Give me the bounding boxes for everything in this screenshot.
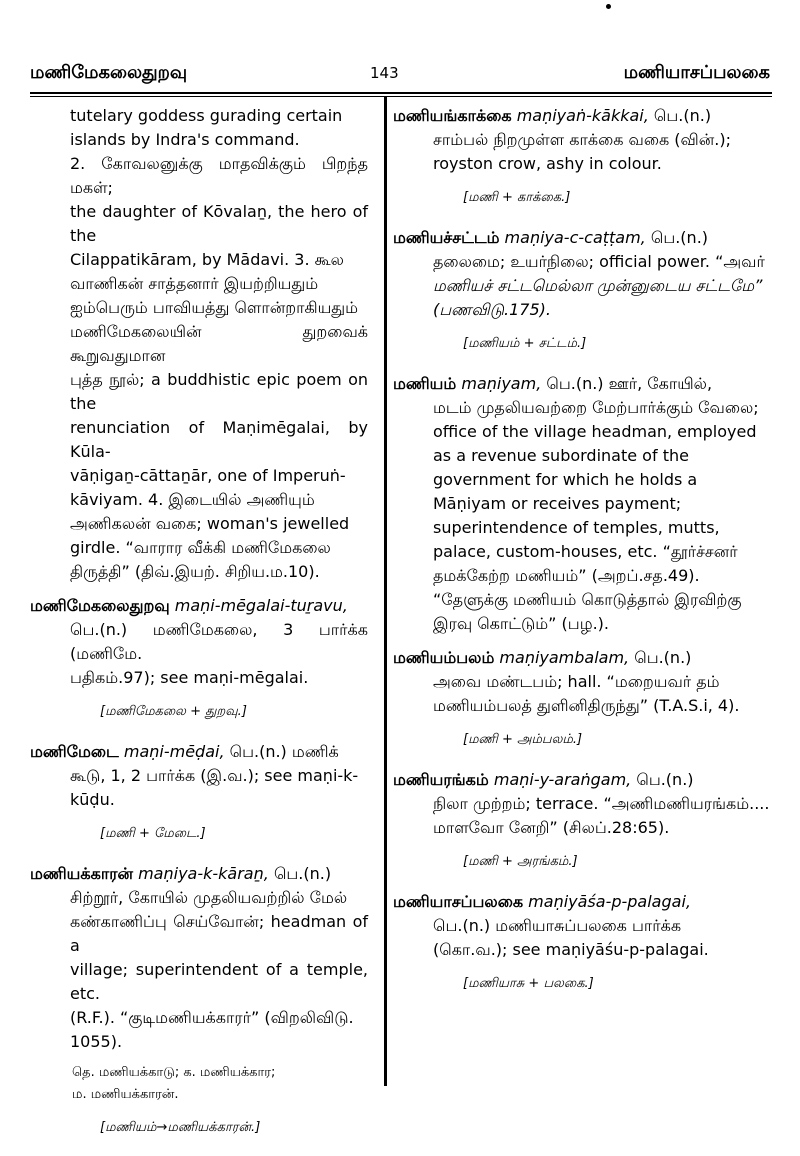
etymology: [மணியம் + சட்டம்.] — [463, 336, 587, 351]
etymology: [மணியம்→மணியக்காரன்.] — [100, 1120, 261, 1135]
entry-first-line — [30, 862, 368, 886]
text-line: office of the village headman, employed — [433, 422, 757, 441]
text-line: palace, custom-houses, etc. “தூர்ச்சனர் — [433, 542, 738, 561]
entry-first-line — [393, 646, 775, 670]
pos-label: பெ.(n.) — [653, 106, 712, 125]
text-line: islands by Indra's command. — [70, 130, 300, 149]
text-line: இரவு கொட்டும்” (பழ.). — [433, 614, 609, 633]
text-line: (பணவிடு.175). — [433, 300, 551, 319]
text-line: (கொ.வ.); see maṇiyāśu-p-palagai. — [433, 940, 709, 959]
text-line: ம. மணியக்காரன். — [72, 1087, 179, 1102]
column-divider — [384, 96, 387, 1086]
text-line: வாணிகன் சாத்தனார் இயற்றியதும் — [70, 274, 319, 293]
dictionary-entry — [393, 226, 775, 356]
text-line: as a revenue subordinate of the — [433, 446, 689, 465]
transliteration: maṇiya-k-kāraṉ, — [138, 864, 269, 883]
text-line: மடம் முதலியவற்றை மேற்பார்க்கும் வேலை; — [433, 398, 759, 417]
dictionary-entry — [30, 862, 368, 1140]
pos-label: பெ.(n.) — [273, 864, 332, 883]
header-rule — [30, 92, 772, 94]
text-line: tutelary goddess gurading certain — [70, 106, 343, 125]
etymology: [மணி + மேடை.] — [100, 826, 206, 841]
etymology: [மணி + அம்பலம்.] — [463, 732, 583, 747]
transliteration: maṇiya-c-caṭṭam, — [504, 228, 646, 247]
text-line: பதிகம்.97); see maṇi-mēgalai. — [70, 668, 309, 687]
entry-first-line — [393, 372, 775, 396]
text-line: சிற்றூர், கோயில் முதலியவற்றில் மேல் — [70, 888, 348, 907]
dictionary-entry — [30, 740, 368, 846]
etymology: [மணி + காக்கை.] — [463, 190, 571, 205]
text-line: girdle. “வாரார வீக்கி மணிமேகலை — [70, 538, 331, 557]
text-line: royston crow, ashy in colour. — [433, 154, 662, 173]
text-line: மணிமேகலையின் துறவைக் கூறுவதுமான — [70, 322, 368, 365]
text-line: 2. கோவலனுக்கு மாதவிக்கும் பிறந்த மகள்; — [70, 154, 368, 197]
text-line: 1055). — [70, 1032, 123, 1051]
text-line: the daughter of Kōvalaṉ, the hero of the — [70, 202, 368, 245]
headword: மணியாசப்பலகை — [393, 892, 524, 911]
transliteration: maṇi-y-araṅgam, — [493, 770, 632, 789]
dictionary-entry — [393, 646, 775, 752]
speck-mark — [606, 4, 611, 9]
dictionary-entry — [393, 890, 775, 996]
page-header — [0, 62, 800, 96]
text-line: ஐம்பெரும் பாவியத்து ளொன்றாகியதும் — [70, 298, 359, 317]
entry-first-line — [393, 890, 775, 914]
headword: மணிமேகலைதுறவு — [30, 596, 170, 615]
headword: மணியச்சட்டம் — [393, 228, 500, 247]
headword: மணியம் — [393, 374, 457, 393]
headword: மணியம்பலம் — [393, 648, 495, 667]
pos-label: பெ.(n.) — [634, 648, 692, 667]
text-line: பெ.(n.) மணியாசுப்பலகை பார்க்க — [433, 916, 682, 935]
dictionary-entry — [393, 768, 775, 874]
right-column — [393, 104, 775, 1012]
cognates — [30, 1062, 368, 1106]
left-column — [30, 104, 368, 1156]
transliteration: maṇiyaṅ-kākkai, — [516, 106, 649, 125]
text-line: புத்த நூல்; a buddhistic epic poem on the — [70, 370, 368, 413]
entry-first-line — [30, 740, 368, 764]
pos-label: பெ.(n.) — [650, 228, 709, 247]
transliteration: maṇi-mēḍai, — [123, 742, 225, 761]
pos-label: பெ.(n.) — [636, 770, 694, 789]
dictionary-entry — [393, 372, 775, 636]
text-line: vāṇigaṉ-cāttaṉār, one of Imperuṅ- — [70, 466, 346, 485]
text-line: தலைமை; உயர்நிலை; official power. “அவர் — [433, 252, 765, 271]
transliteration: maṇi-mēgalai-tuṟavu, — [174, 596, 348, 615]
text-line: மணியம்பலத் துளினிதிருந்து” (T.A.S.i, 4). — [433, 696, 740, 715]
text-line: (R.F.). “குடிமணியக்காரர்” (விறலிவிடு. — [70, 1008, 354, 1027]
entry-first-line — [30, 594, 368, 618]
text-line: பெ.(n.) மணிமேகலை, 3 பார்க்க (மணிமே. — [70, 620, 368, 663]
entry-first-line — [393, 104, 775, 128]
headword: மணியக்காரன் — [30, 864, 133, 883]
headword: மணிமேடை — [30, 742, 119, 761]
text-line: தமக்கேற்ற மணியம்” (அறப்.சத.49). — [433, 566, 700, 585]
transliteration: maṇiyambalam, — [499, 648, 630, 667]
text-line: government for which he holds a — [433, 470, 698, 489]
text-line: Māṇiyam or receives payment; — [433, 494, 682, 513]
entry-first-line — [393, 768, 775, 792]
dictionary-entry — [393, 104, 775, 210]
pos-label: பெ.(n.) மணிக் — [229, 742, 339, 761]
text-line: கண்காணிப்பு செய்வோன்; headman of a — [70, 912, 368, 955]
dictionary-entry — [30, 594, 368, 724]
pos-label: பெ.(n.) ஊர், கோயில், — [546, 374, 713, 393]
etymology: [மணி + அரங்கம்.] — [463, 854, 578, 869]
text-line: நிலா முற்றம்; terrace. “அணிமணியரங்கம்.... — [433, 794, 770, 813]
text-line: அணிகலன் வகை; woman's jewelled — [70, 514, 350, 533]
etymology: [மணியாசு + பலகை.] — [463, 976, 594, 991]
entry-first-line — [393, 226, 775, 250]
headword: மணியரங்கம் — [393, 770, 489, 789]
text-line: kāviyam. 4. இடையில் அணியும் — [70, 490, 315, 509]
text-line: superintendence of temples, mutts, — [433, 518, 720, 537]
transliteration: maṇiyāśa-p-palagai, — [528, 892, 691, 911]
text-line: Cilappatikāram, by Mādavi. 3. கூல — [70, 250, 344, 269]
transliteration: maṇiyam, — [461, 374, 542, 393]
text-line: திருத்தி” (திவ்.இயற். சிறிய.ம.10). — [70, 562, 320, 581]
continued-entry — [30, 104, 368, 584]
running-head-left: மணிமேகலைதுறவு — [30, 62, 188, 83]
headword: மணியங்காக்கை — [393, 106, 512, 125]
text-line: மணியச் சட்டமெல்லா முன்னுடைய சட்டமே” — [433, 276, 763, 295]
running-head-right: மணியாசப்பலகை — [623, 62, 770, 83]
text-line: kūḍu. — [70, 790, 115, 809]
text-line: renunciation of Maṇimēgalai, by Kūla- — [70, 418, 368, 461]
text-line: village; superintendent of a temple, etc. — [70, 960, 368, 1003]
text-line: “தேளுக்கு மணியம் கொடுத்தால் இரவிற்கு — [433, 590, 742, 609]
text-line: சாம்பல் நிறமுள்ள காக்கை வகை (வின்.); — [433, 130, 731, 149]
page-number: 143 — [370, 64, 399, 82]
text-line: அவை மண்டபம்; hall. “மறையவர் தம் — [433, 672, 720, 691]
etymology: [மணிமேகலை + துறவு.] — [100, 704, 247, 719]
header-rule-thin — [30, 96, 772, 97]
text-line: கூடு, 1, 2 பார்க்க (இ.வ.); see maṇi-k- — [70, 766, 359, 785]
text-line: மாளவோ னேறி” (சிலப்.28:65). — [433, 818, 670, 837]
text-line: தெ. மணியக்காடு; க. மணியக்கார; — [72, 1065, 276, 1080]
